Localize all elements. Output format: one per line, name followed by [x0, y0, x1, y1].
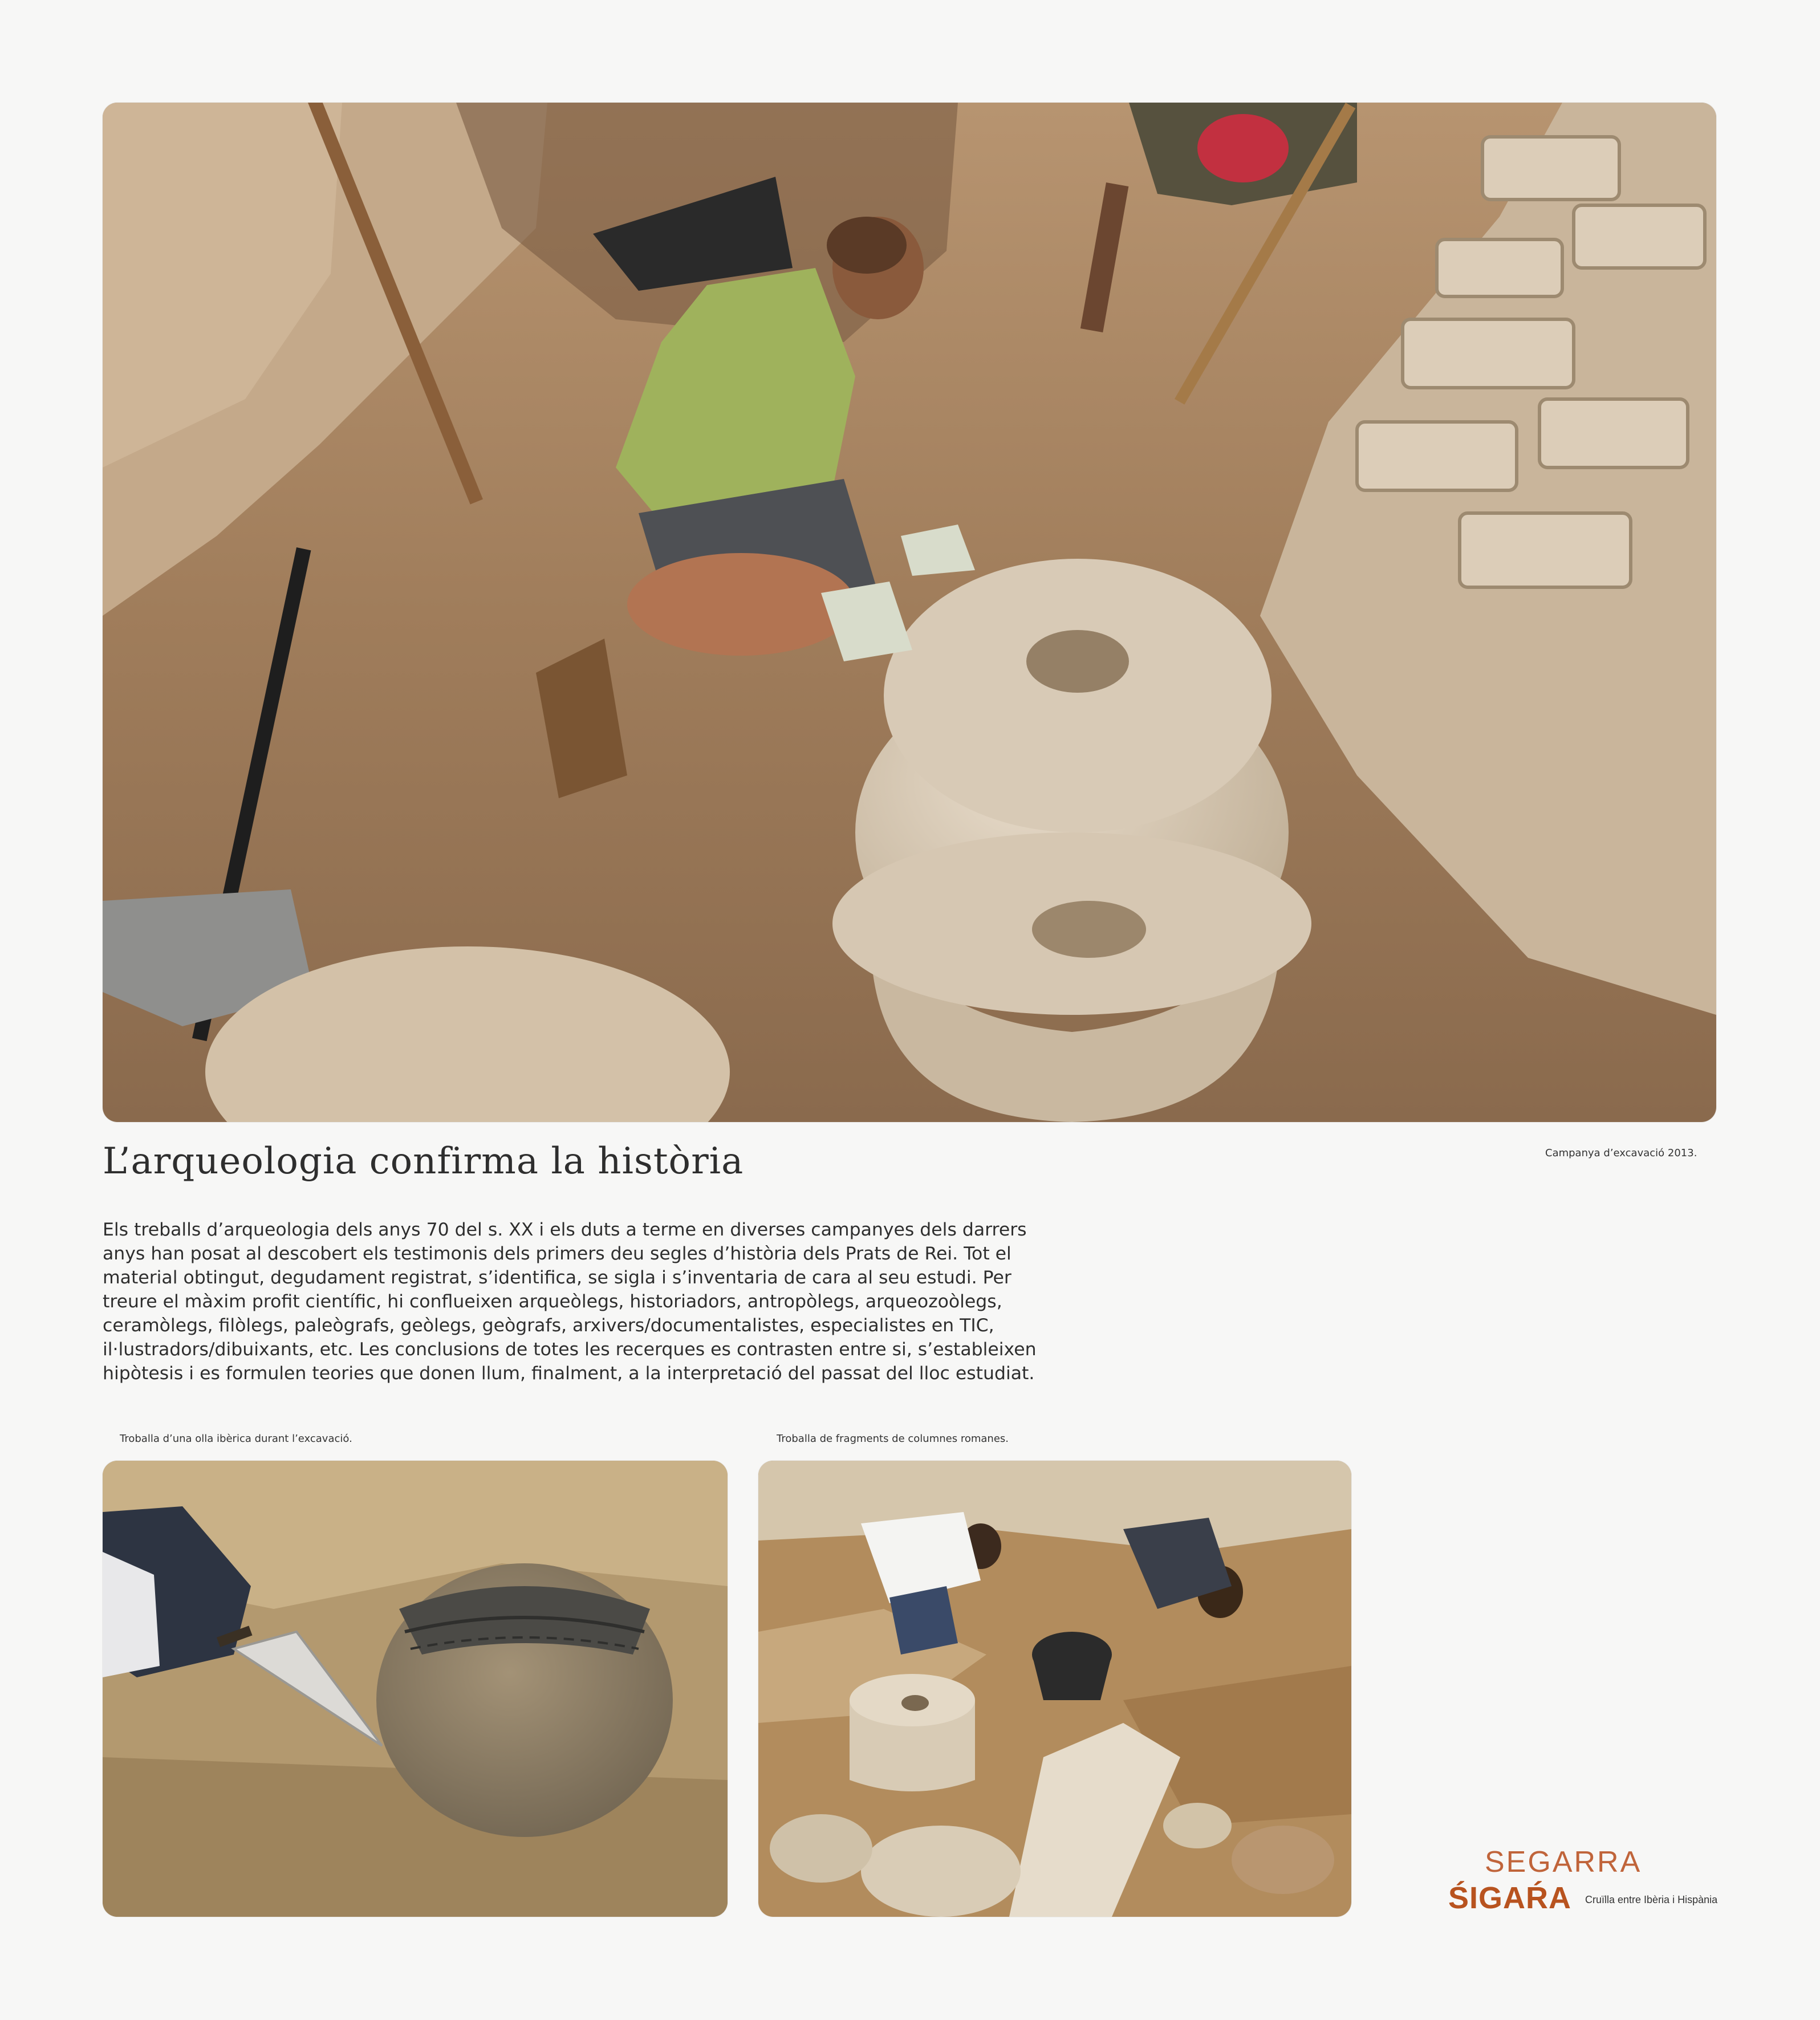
olla-photo: [103, 1461, 728, 1917]
main-photo: [103, 103, 1716, 1122]
logo-tagline: Cruïlla entre Ibèria i Hispània: [1585, 1894, 1718, 1905]
roman-columns-photo: [758, 1461, 1351, 1917]
article-title: L’arqueologia confirma la història: [103, 1140, 744, 1182]
main-photo-caption: Campanya d’excavació 2013.: [1545, 1147, 1697, 1159]
logo-segarra-text: SEGARRA: [1485, 1846, 1642, 1879]
segarra-logo: [1448, 1845, 1745, 1919]
columns-photo: [758, 1461, 1351, 1917]
iberian-pot-photo: [103, 1461, 728, 1917]
columns-photo-caption: Troballa de fragments de columnes romanes.: [777, 1433, 1009, 1445]
article-body: Els treballs d’arqueologia dels anys 70 del s. XX i els duts a terme en diverses campanyes dels darrers anys han posat al descobert els testimonis dels primers deu segles d’història dels Prats de Rei. Tot el material obtingut, degudament registrat, s’identifica, se sigla i s’inventaria de cara al seu estudi. Per treure el màxim profit científic, hi conflueixen arqueòlegs, historiadors, antropòlegs, arqueozoòlegs, ceramòlegs, filòlegs, paleògrafs, geòlegs, geògrafs, arxivers/documentalistes, especialistes en TIC, il·lustradors/dibuixants, etc. Les conclusions de totes les recerques es contrasten entre si, s’estableixen hipòtesis i es formulen teories que donen llum, finalment, a la interpretació del passat del lloc estudiat.: [103, 1220, 1037, 1384]
excavation-photo: [103, 103, 1716, 1122]
olla-photo-caption: Troballa d’una olla ibèrica durant l’excavació.: [120, 1433, 352, 1445]
logo-sigara-text: ŚIGAŔA: [1448, 1881, 1572, 1915]
